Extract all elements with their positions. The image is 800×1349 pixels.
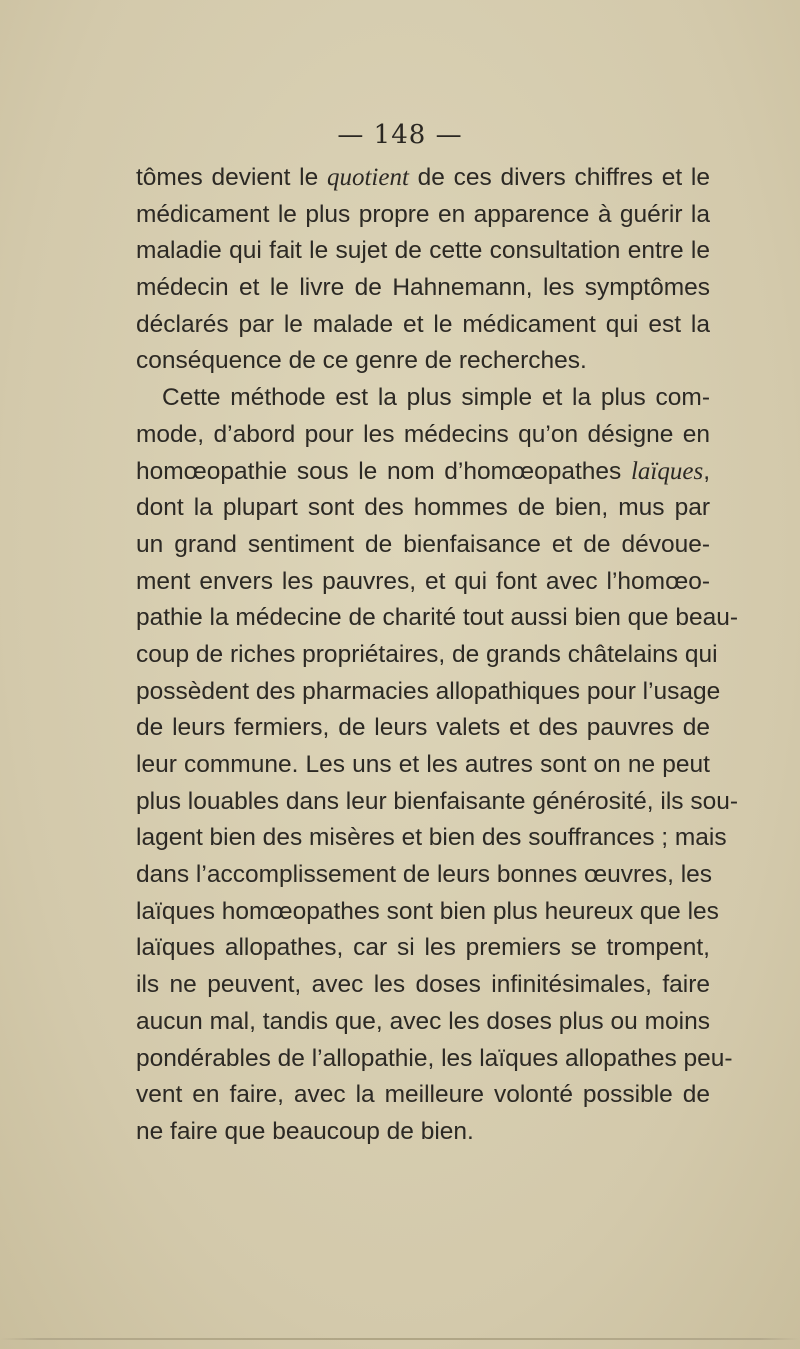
text-line: lagent bien des misères et bien des souffrances ; mais [136, 824, 727, 852]
text-line: laïques allopathes, car si les premiers se trompent, [136, 934, 710, 962]
text-line: Cette méthode est la plus simple et la plus com- [162, 384, 710, 412]
page-edge-line [0, 1338, 800, 1340]
text-line-part: homœopathie sous le nom d’homœopathes [136, 457, 631, 485]
text-line: ne faire que beaucoup de bien. [136, 1117, 474, 1145]
text-line: mode, d’abord pour les médecins qu’on désigne en [136, 420, 710, 448]
text-line: dans l’accomplissement de leurs bonnes œuvres, les [136, 861, 713, 889]
text-line: pathie la médecine de charité tout aussi bien que beau- [136, 604, 739, 632]
text-line: dont la plupart sont des hommes de bien, mus par [136, 494, 710, 522]
text-line: déclarés par le malade et le médicament qui est la [136, 310, 710, 338]
text-line: médecin et le livre de Hahnemann, les symptômes [136, 274, 710, 302]
italic-word: laïques [630, 457, 704, 485]
text-line: laïques homœopathes sont bien plus heureux que les [136, 897, 719, 925]
text-line-part: tômes devient le [136, 164, 327, 191]
text-line: ment envers les pauvres, et qui font avec l’homœo- [136, 567, 710, 595]
text-line: plus louables dans leur bienfaisante générosité, ils sou- [136, 787, 738, 815]
text-line-part: , [703, 457, 710, 485]
text-line: coup de riches propriétaires, de grands châtelains qui [136, 640, 718, 668]
text-line: leur commune. Les uns et les autres sont on ne peut [136, 751, 710, 778]
text-line: ils ne peuvent, avec les doses infinitésimales, faire [136, 971, 710, 999]
body-text [136, 160, 739, 1151]
text-line [136, 160, 710, 197]
text-line: médicament le plus propre en apparence à guérir la [136, 200, 710, 228]
text-line: conséquence de ce genre de recherches. [136, 347, 587, 375]
text-line: pondérables de l’allopathie, les laïques allopathes peu- [136, 1044, 733, 1072]
page-number: — 148 — [337, 120, 463, 150]
italic-word: quotient [326, 164, 409, 191]
text-line: maladie qui fait le sujet de cette consultation entre le [136, 237, 710, 265]
text-line: vent en faire, avec la meilleure volonté possible de [136, 1081, 710, 1109]
text-line-part: de ces divers chiffres et le [408, 164, 710, 191]
text-line: un grand sentiment de bienfaisance et de dévoue- [136, 530, 710, 558]
text-line [136, 454, 710, 491]
text-line: de leurs fermiers, de leurs valets et des pauvres de [136, 714, 710, 742]
text-line: possèdent des pharmacies allopathiques pour l’usage [136, 677, 721, 705]
text-line: aucun mal, tandis que, avec les doses plus ou moins [136, 1007, 710, 1035]
